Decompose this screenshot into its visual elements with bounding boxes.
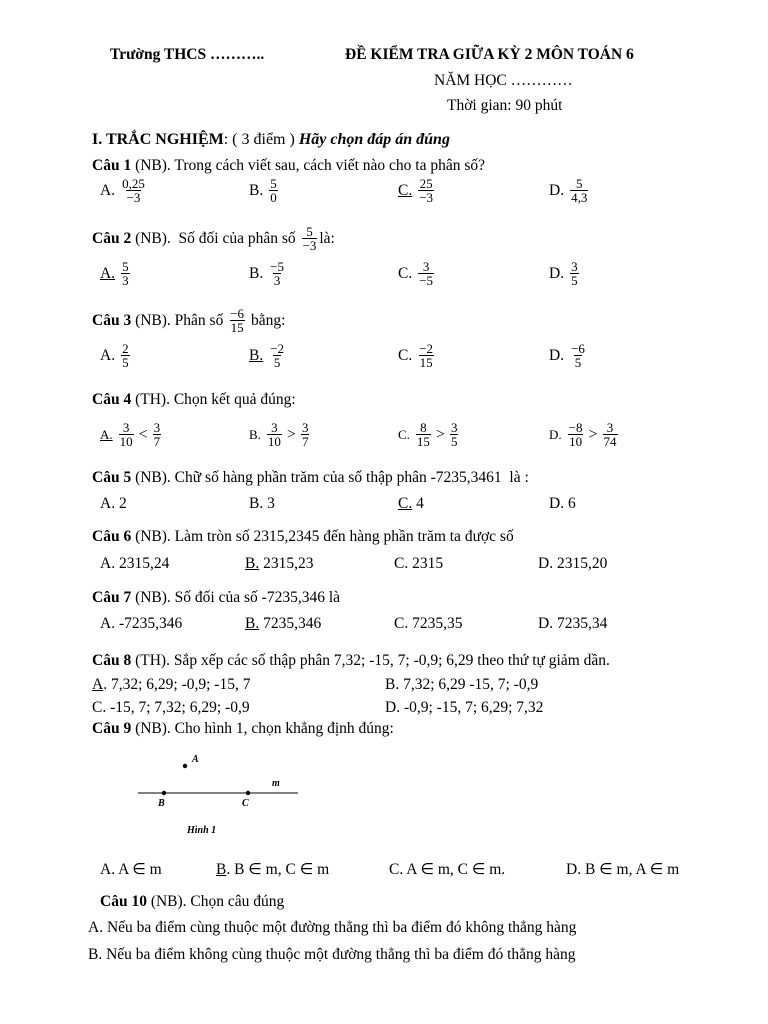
fraction: −5 3 xyxy=(270,259,285,288)
q9-option-b[interactable]: B. B ∈ m, C ∈ m xyxy=(216,861,330,878)
question-9 xyxy=(92,720,394,738)
question-text: (TH). Chọn kết quả đúng: xyxy=(131,391,296,408)
question-label: Câu 10 xyxy=(100,893,147,910)
q7-option-d[interactable]: D. 7235,34 xyxy=(538,615,608,632)
point-a xyxy=(183,764,187,768)
q4-option-c[interactable]: C. 8 15 > 3 5 xyxy=(398,420,458,449)
question-label: Câu 4 xyxy=(92,391,132,408)
question-7 xyxy=(92,589,340,607)
section-points: : ( 3 điểm ) xyxy=(223,131,295,148)
question-text: (NB). Số đối của số -7235,346 là xyxy=(131,589,340,606)
q3-option-b[interactable]: B. −2 5 xyxy=(249,341,285,370)
fraction: −6 15 xyxy=(230,306,245,335)
question-label: Câu 2 xyxy=(92,229,132,247)
q4-option-a[interactable]: A. 3 10 < 3 7 xyxy=(100,420,161,449)
q7-option-a[interactable]: A. -7235,346 xyxy=(100,615,183,632)
question-label: Câu 8 xyxy=(92,652,132,669)
section-instruction: Hãy chọn đáp án đúng xyxy=(298,131,450,148)
fraction: −2 5 xyxy=(270,341,285,370)
fraction: 0,25 −3 xyxy=(122,176,145,205)
q3-option-d[interactable]: D. −6 5 xyxy=(549,341,585,370)
fraction: 5 0 xyxy=(270,176,277,205)
q1-option-c[interactable]: C. 25 −3 xyxy=(398,176,434,205)
q2-option-c[interactable]: C. 3 −5 xyxy=(398,259,434,288)
q9-option-a[interactable]: A. A ∈ m xyxy=(100,861,162,878)
point-c xyxy=(246,791,250,795)
question-text: (TH). Sắp xếp các số thập phân 7,32; -15, 7; -0,9; 6,29 theo thứ tự giảm dần. xyxy=(131,652,610,669)
fraction: −2 15 xyxy=(419,341,434,370)
question-text: (NB). Trong cách viết sau, cách viết nào cho ta phân số? xyxy=(131,157,486,174)
question-label: Câu 3 xyxy=(92,311,132,329)
q3-option-a[interactable]: A. 2 5 xyxy=(100,341,129,370)
q6-option-d[interactable]: D. 2315,20 xyxy=(538,555,608,572)
question-8 xyxy=(92,652,610,670)
q8-option-d[interactable]: D. -0,9; -15, 7; 6,29; 7,32 xyxy=(385,699,544,716)
q3-option-c[interactable]: C. −2 15 xyxy=(398,341,434,370)
fraction: 2 5 xyxy=(122,341,129,370)
q1-option-a[interactable]: A. 0,25 −3 xyxy=(100,176,145,205)
question-6 xyxy=(92,528,514,546)
line-m-label: m xyxy=(272,778,280,789)
q8-option-b[interactable]: B. 7,32; 6,29 -15, 7; -0,9 xyxy=(385,676,539,693)
point-a-label: A xyxy=(192,754,199,765)
fraction: 5 −3 xyxy=(302,224,317,253)
question-label: Câu 6 xyxy=(92,528,132,545)
q5-option-b[interactable]: B. 3 xyxy=(249,495,275,512)
q1-option-b[interactable]: B. 5 0 xyxy=(249,176,277,205)
question-label: Câu 7 xyxy=(92,589,132,606)
point-b-label: B xyxy=(158,798,165,809)
fraction: 25 −3 xyxy=(419,176,434,205)
q10-option-b[interactable]: B. Nếu ba điểm không cùng thuộc một đường thẳng thì ba điểm đó thẳng hàng xyxy=(88,946,576,963)
exam-title: ĐỀ KIỂM TRA GIỮA KỲ 2 MÔN TOÁN 6 xyxy=(345,46,634,63)
section-label: I. TRẮC NGHIỆM xyxy=(92,131,224,148)
figure-caption: Hình 1 xyxy=(187,825,217,836)
fraction: 3 5 xyxy=(571,259,578,288)
q8-option-c[interactable]: C. -15, 7; 7,32; 6,29; -0,9 xyxy=(92,699,250,716)
q1-option-d[interactable]: D. 5 4,3 xyxy=(549,176,588,205)
school-year: NĂM HỌC ………… xyxy=(434,72,573,89)
q4-option-d[interactable]: D. −8 10 > 3 74 xyxy=(549,420,617,449)
question-3: Câu 3 (NB). Phân số −6 15 bằng: xyxy=(92,306,286,335)
question-label: Câu 1 xyxy=(92,157,132,174)
q2-option-b[interactable]: B. −5 3 xyxy=(249,259,285,288)
fraction: −6 5 xyxy=(571,341,585,370)
q5-option-c[interactable]: C. 4 xyxy=(398,495,424,512)
exam-duration: Thời gian: 90 phút xyxy=(447,97,563,114)
point-b xyxy=(162,791,166,795)
q5-option-a[interactable]: A. 2 xyxy=(100,495,127,512)
q4-option-b[interactable]: B. 3 10 > 3 7 xyxy=(249,420,309,449)
q6-option-b[interactable]: B. 2315,23 xyxy=(245,555,314,572)
question-text: (NB). Cho hình 1, chọn khẳng định đúng: xyxy=(131,720,394,737)
question-text: (NB). Làm tròn số 2315,2345 đến hàng phần trăm ta được số xyxy=(131,528,514,545)
fraction: 5 3 xyxy=(122,259,129,288)
school-name: Trường THCS ……….. xyxy=(110,46,265,63)
q7-option-b[interactable]: B. 7235,346 xyxy=(245,615,322,632)
question-label: Câu 9 xyxy=(92,720,132,737)
question-text: (NB). Chọn câu đúng xyxy=(146,893,285,910)
q7-option-c[interactable]: C. 7235,35 xyxy=(394,615,463,632)
q9-option-c[interactable]: C. A ∈ m, C ∈ m. xyxy=(389,861,506,878)
q2-option-a[interactable]: A. 5 3 xyxy=(100,259,129,288)
q9-option-d[interactable]: D. B ∈ m, A ∈ m xyxy=(566,861,680,878)
q10-option-a[interactable]: A. Nếu ba điểm cùng thuộc một đường thẳng thì ba điểm đó không thẳng hàng xyxy=(88,919,577,936)
fraction: 5 4,3 xyxy=(571,176,588,205)
q5-option-d[interactable]: D. 6 xyxy=(549,495,576,512)
section-heading xyxy=(92,131,450,149)
point-c-label: C xyxy=(242,798,249,809)
question-2: Câu 2 (NB). Số đối của phân số 5 −3 là: xyxy=(92,224,335,253)
q2-option-d[interactable]: D. 3 5 xyxy=(549,259,578,288)
figure-1 xyxy=(130,745,320,840)
question-1 xyxy=(92,157,485,175)
fraction: 3 −5 xyxy=(419,259,434,288)
question-10 xyxy=(100,893,284,911)
question-4 xyxy=(92,391,296,409)
q8-option-a[interactable]: A. 7,32; 6,29; -0,9; -15, 7 xyxy=(92,676,251,693)
question-5 xyxy=(92,469,529,487)
question-label: Câu 5 xyxy=(92,469,132,486)
q6-option-a[interactable]: A. 2315,24 xyxy=(100,555,170,572)
q6-option-c[interactable]: C. 2315 xyxy=(394,555,444,572)
question-text: (NB). Chữ số hàng phần trăm của số thập phân -7235,3461 là : xyxy=(131,469,529,486)
